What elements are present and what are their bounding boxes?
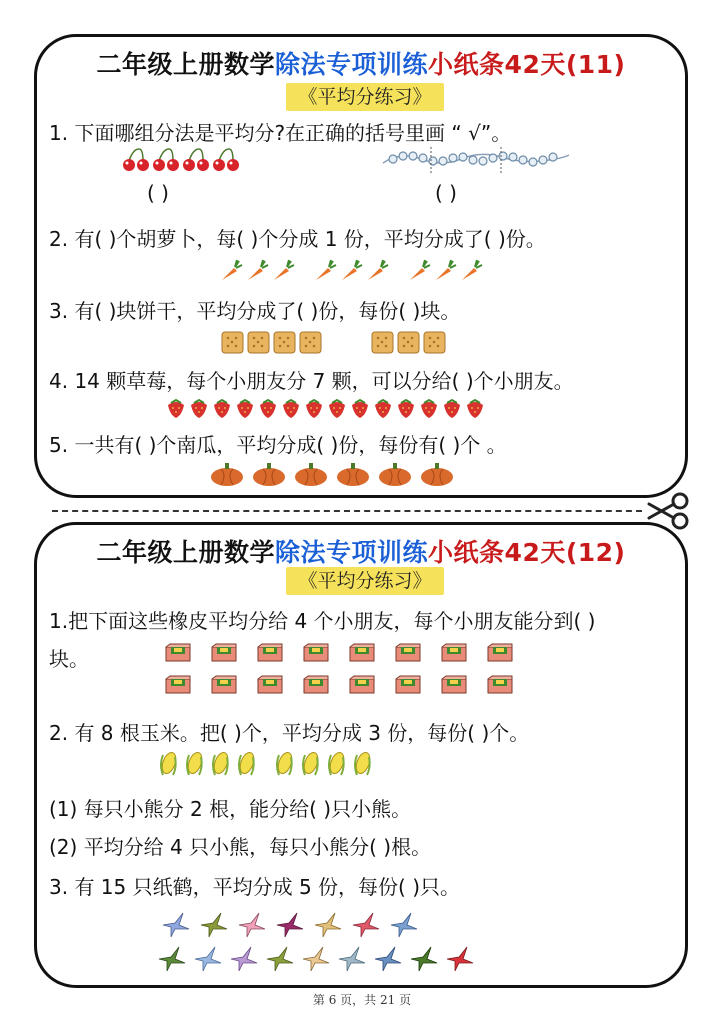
title-day: 小纸条42天(11) [428,50,626,79]
answer-paren-right[interactable]: ( ) [435,181,457,205]
worksheet-card-11 [34,34,688,498]
strawberry-icon [257,397,279,419]
paper-crane-icon [409,945,439,973]
paper-crane-icon [389,911,419,939]
eraser-icon [165,675,191,695]
strawberry-icon [188,397,210,419]
question-3: 3. 有 15 只纸鹤，平均分成 5 份，每份( )只。 [49,875,461,899]
paper-crane-icon [229,945,259,973]
eraser-icon [257,675,283,695]
eraser-icon [303,643,329,663]
answer-paren-left[interactable]: ( ) [147,181,169,205]
bead-string-icon [381,145,571,175]
question-2: 2. 有 8 根玉米。把( )个，平均分成 3 份，每份( )个。 [49,721,530,745]
eraser-icon [487,675,513,695]
strawberry-icon [395,397,417,419]
paper-crane-icon [373,945,403,973]
title-day: 小纸条42天(12) [428,538,626,567]
carrot-icon [459,259,483,283]
cranes-row-1 [161,911,419,939]
strawberry-icon [418,397,440,419]
question-1-line-2: 块。 [49,647,89,671]
corn-icon [299,749,321,779]
biscuit-icon [247,331,270,354]
question-1-line-1: 1.把下面这些橡皮平均分给 4 个小朋友，每个小朋友能分到( ) [49,609,596,633]
carrot-icon [313,259,337,283]
question-5: 5. 一共有( )个南瓜，平均分成( )份，每份有( )个 。 [49,433,507,457]
pumpkin-icon [251,461,287,487]
paper-crane-icon [199,911,229,939]
strawberry-icon [211,397,233,419]
eraser-icon [211,643,237,663]
eraser-icon [441,643,467,663]
paper-crane-icon [337,945,367,973]
eraser-icon [395,675,421,695]
eraser-icon [395,643,421,663]
strawberry-icon [280,397,302,419]
pumpkin-icon [293,461,329,487]
card-title [37,45,685,81]
worksheet-card-12 [34,522,688,988]
question-4: 4. 14 颗草莓，每个小朋友分 7 颗，可以分给( )个小朋友。 [49,369,574,393]
strawberry-icon [165,397,187,419]
pumpkin-icon [377,461,413,487]
strawberry-icon [326,397,348,419]
biscuit-icon [299,331,322,354]
carrot-icon [339,259,363,283]
strawberry-icon [372,397,394,419]
corn-icon [183,749,205,779]
corn-icon [157,749,179,779]
paper-crane-icon [301,945,331,973]
biscuits-group [221,331,322,354]
paper-crane-icon [237,911,267,939]
cut-line [52,510,642,512]
carrot-icon [245,259,269,283]
eraser-icon [349,643,375,663]
carrot-icon [271,259,295,283]
biscuit-icon [273,331,296,354]
carrots-group [219,259,483,283]
strawberries-group [165,397,486,419]
paper-crane-icon [313,911,343,939]
cherry-icon [211,147,241,173]
strawberry-icon [303,397,325,419]
corn-icon [209,749,231,779]
carrot-icon [407,259,431,283]
corn-icon [235,749,257,779]
paper-crane-icon [275,911,305,939]
pumpkins-group [209,461,455,487]
corn-icon [325,749,347,779]
corn-group [157,749,373,779]
card-title [37,533,685,569]
question-2-sub-2: (2) 平均分给 4 只小熊，每只小熊分( )根。 [49,835,432,859]
carrot-icon [365,259,389,283]
eraser-icon [257,643,283,663]
question-2-sub-1: (1) 每只小熊分 2 根，能分给( )只小熊。 [49,797,412,821]
cherry-icon [181,147,211,173]
strawberry-icon [464,397,486,419]
strawberry-icon [441,397,463,419]
cranes-row-2 [157,945,475,973]
title-grade: 二年级上册数学 [96,538,276,567]
biscuit-icon [423,331,446,354]
pumpkin-icon [419,461,455,487]
eraser-icon [441,675,467,695]
question-1: 1. 下面哪组分法是平均分?在正确的括号里画 “ √”。 [49,121,512,145]
pumpkin-icon [335,461,371,487]
eraser-icon [487,643,513,663]
paper-crane-icon [193,945,223,973]
cherries-group [121,147,241,173]
biscuit-icon [371,331,394,354]
paper-crane-icon [445,945,475,973]
pumpkin-icon [209,461,245,487]
title-grade: 二年级上册数学 [96,50,276,79]
cherry-icon [121,147,151,173]
eraser-icon [165,643,191,663]
title-topic: 除法专项训练 [275,50,429,79]
erasers-row-2 [165,675,513,695]
erasers-row-1 [165,643,513,663]
corn-icon [351,749,373,779]
strawberry-icon [234,397,256,419]
subtitle-banner: 《平均分练习》 [286,83,444,111]
biscuit-icon [397,331,420,354]
corn-icon [273,749,295,779]
carrot-icon [433,259,457,283]
cherry-icon [151,147,181,173]
paper-crane-icon [161,911,191,939]
biscuits-group-2 [371,331,446,354]
strawberry-icon [349,397,371,419]
page-footer: 第 6 页，共 21 页 [312,993,412,1007]
eraser-icon [303,675,329,695]
question-2: 2. 有( )个胡萝卜，每( )个分成 1 份，平均分成了( )份。 [49,227,546,251]
paper-crane-icon [157,945,187,973]
eraser-icon [349,675,375,695]
paper-crane-icon [351,911,381,939]
paper-crane-icon [265,945,295,973]
question-3: 3. 有( )块饼干，平均分成了( )份，每份( )块。 [49,299,461,323]
biscuit-icon [221,331,244,354]
title-topic: 除法专项训练 [275,538,429,567]
carrot-icon [219,259,243,283]
subtitle-banner: 《平均分练习》 [286,567,444,595]
eraser-icon [211,675,237,695]
